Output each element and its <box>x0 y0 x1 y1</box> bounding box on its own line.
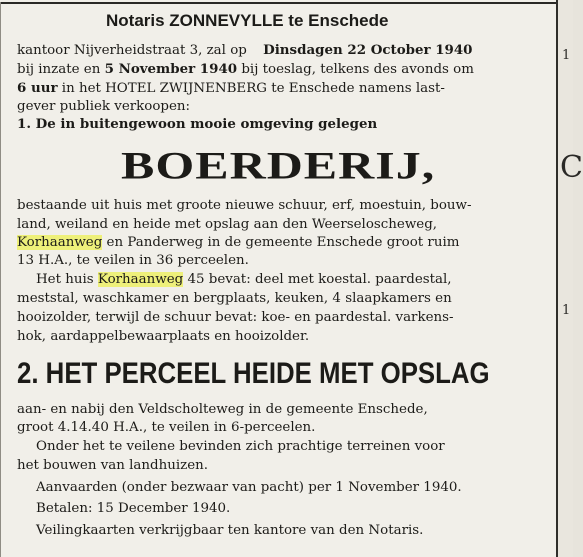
lot-1-line-8: hok, aardappelbewaarplaats en hooizolder. <box>17 329 310 344</box>
lot-1-line-1: bestaande uit huis met groote nieuwe schuur, erf, moestuin, bouw- <box>17 198 472 213</box>
adjacent-letter-fragment: C <box>560 150 583 185</box>
lot-2-line-1: aan- en nabij den Veldscholteweg in de gemeente Enschede, <box>17 402 428 417</box>
adjacent-glyph-fragment-top: 1 <box>562 48 571 63</box>
lot-2-line-4: het bouwen van landhuizen. <box>17 458 208 473</box>
award-date: 5 November 1940 <box>104 61 238 77</box>
auction-cards-line: Veilingkaarten verkrijgbaar ten kantore van den Notaris. <box>36 523 424 538</box>
adjacent-column-strip <box>556 0 573 557</box>
lot-1-line-4: 13 H.A., te veilen in 36 perceelen. <box>17 253 249 268</box>
intro-text: kantoor Nijverheidstraat 3, zal op <box>17 43 247 58</box>
intro-line-2 <box>17 61 474 78</box>
lot-2-line-2: groot 4.14.40 H.A., te veilen in 6-perceelen. <box>17 420 316 435</box>
lot-1-text: en Panderweg in de gemeente Enschede groot ruim <box>106 235 460 250</box>
adjacent-glyph-fragment-bottom: 1 <box>562 303 571 318</box>
right-border-line <box>556 0 558 557</box>
lot-1-line-2: land, weiland en heide met opslag aan den Weerseloscheweg, <box>17 217 438 232</box>
intro-line-1 <box>17 42 473 59</box>
payment-line: Betalen: 15 December 1940. <box>36 501 231 516</box>
lot-2-line-3: Onder het te veilene bevinden zich prachtige terreinen voor <box>36 439 445 454</box>
highlighted-street: Korhaanweg <box>17 235 103 250</box>
acceptance-line: Aanvaarden (onder bezwaar van pacht) per 1 November 1940. <box>36 480 462 495</box>
lot-1-text: Het huis <box>36 272 94 287</box>
intro-text: bij toeslag, telkens des avonds om <box>241 62 474 77</box>
notary-title: Notaris ZONNEVYLLE te Enschede <box>106 11 389 30</box>
top-rule <box>0 2 556 4</box>
lot-1-line-7: hooizolder, terwijl de schuur bevat: koe- en paardestal. varkens- <box>17 310 454 325</box>
intro-text: in het HOTEL ZWIJNENBERG te Enschede namens last- <box>61 81 445 96</box>
lot-1-heading: BOERDERIJ, <box>121 143 436 187</box>
intro-text: bij inzate en <box>17 62 101 77</box>
highlighted-street: Korhaanweg <box>97 272 184 287</box>
lot-1-line-6: meststal, waschkamer en bergplaats, keuken, 4 slaapkamers en <box>17 291 452 306</box>
lot-1-intro: 1. De in buitengewoon mooie omgeving gelegen <box>17 116 378 132</box>
lot-2-heading: 2. HET PERCEEL HEIDE MET OPSLAG <box>17 357 490 390</box>
lot-1-text: 45 bevat: deel met koestal. paardestal, <box>187 272 452 287</box>
lot-1-line-3 <box>17 235 459 251</box>
auction-time: 6 uur <box>17 80 58 96</box>
intro-line-4: gever publiek verkoopen: <box>17 99 191 114</box>
auction-date: Dinsdagen 22 October 1940 <box>263 42 473 58</box>
intro-line-3 <box>17 80 445 97</box>
left-border-line <box>0 2 1 557</box>
lot-1-line-5 <box>36 272 452 288</box>
